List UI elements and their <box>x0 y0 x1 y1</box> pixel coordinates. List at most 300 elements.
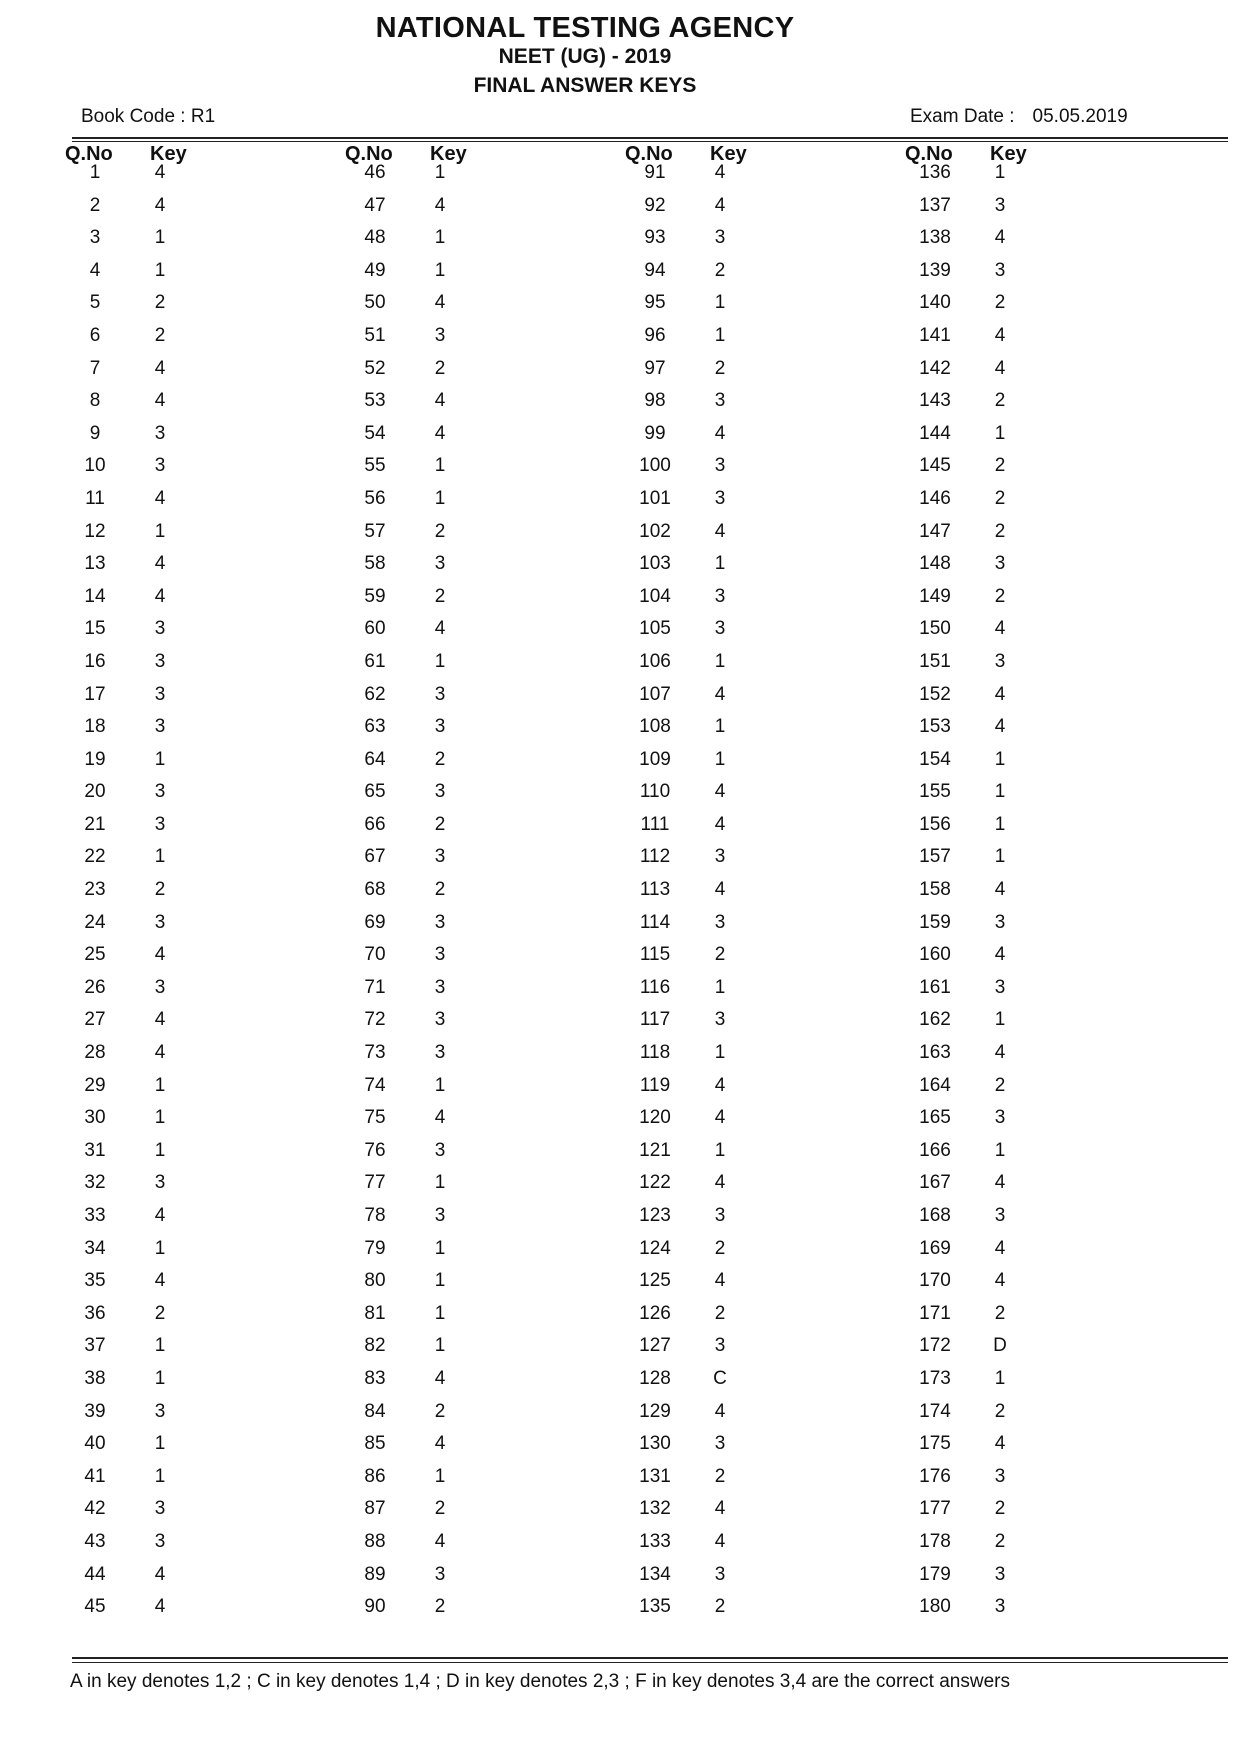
answer-key: 4 <box>994 944 1006 966</box>
answer-key: 2 <box>994 1530 1006 1552</box>
answer-key: 4 <box>714 520 726 542</box>
answer-key: 1 <box>994 781 1006 803</box>
question-number: 159 <box>919 911 951 933</box>
question-number: 2 <box>89 194 101 216</box>
question-number: 127 <box>639 1335 671 1357</box>
question-number: 27 <box>84 1009 106 1031</box>
answer-key: 2 <box>714 1237 726 1259</box>
answer-key: 4 <box>714 813 726 835</box>
answer-key: 1 <box>154 1465 166 1487</box>
question-number: 66 <box>364 813 386 835</box>
question-number: 52 <box>364 357 386 379</box>
answer-key: 4 <box>154 585 166 607</box>
question-number: 152 <box>919 683 951 705</box>
answer-key: 1 <box>434 1237 446 1259</box>
answer-key: 2 <box>994 1498 1006 1520</box>
answer-key: 3 <box>154 781 166 803</box>
answer-key: 4 <box>714 781 726 803</box>
answer-key: 3 <box>714 618 726 640</box>
question-number: 123 <box>639 1205 671 1226</box>
answer-key: 1 <box>154 1335 166 1357</box>
answer-key: 3 <box>154 618 166 640</box>
answer-key: 4 <box>154 1563 166 1585</box>
answer-key: 2 <box>154 292 166 314</box>
question-number: 11 <box>85 487 105 509</box>
question-number: 125 <box>639 1270 671 1292</box>
answer-key: 3 <box>154 1498 166 1520</box>
question-number: 179 <box>919 1563 951 1585</box>
answer-key: 3 <box>434 324 446 346</box>
answer-key: 4 <box>154 390 166 412</box>
question-number: 6 <box>89 324 101 346</box>
key-header: Key <box>710 143 747 165</box>
question-number: 121 <box>639 1139 671 1161</box>
answer-key: 2 <box>994 1074 1006 1096</box>
question-number: 126 <box>639 1302 671 1324</box>
question-number: 74 <box>364 1074 386 1096</box>
answer-key: 2 <box>434 813 446 835</box>
answer-key: 2 <box>714 1596 726 1618</box>
question-number: 92 <box>644 194 666 216</box>
question-number: 146 <box>919 487 951 509</box>
answer-key: D <box>993 1335 1007 1357</box>
question-number: 163 <box>919 1042 951 1064</box>
answer-key: 4 <box>154 944 166 966</box>
answer-key: 4 <box>994 879 1006 901</box>
question-number: 5 <box>89 292 101 314</box>
question-number: 36 <box>84 1302 106 1324</box>
answer-key: 3 <box>714 585 726 607</box>
footer-rule-bottom <box>72 1662 1228 1663</box>
question-number: 100 <box>639 455 671 477</box>
answer-key: 1 <box>994 748 1006 770</box>
answer-key: 2 <box>994 1400 1006 1422</box>
answer-key: C <box>713 1367 727 1389</box>
question-number: 25 <box>84 944 106 966</box>
answer-key: 1 <box>714 1042 726 1064</box>
answer-key: 4 <box>714 1172 726 1194</box>
question-number: 59 <box>364 585 386 607</box>
question-number: 153 <box>919 716 951 738</box>
answer-key: 1 <box>154 1139 166 1161</box>
question-number: 160 <box>919 944 951 966</box>
answer-key: 4 <box>154 1042 166 1064</box>
question-number: 62 <box>364 683 386 705</box>
key-footnote: A in key denotes 1,2 ; C in key denotes 1,4 ; D in key denotes 2,3 ; F in key denotes 3,4 are the correct answers <box>70 1671 1010 1692</box>
book-code: Book Code : R1 <box>81 106 216 127</box>
answer-key: 4 <box>714 194 726 216</box>
answer-key: 2 <box>714 944 726 966</box>
question-number: 81 <box>364 1302 386 1324</box>
answer-key: 3 <box>434 1563 446 1585</box>
key-header: Key <box>990 143 1027 165</box>
answer-key: 4 <box>154 1009 166 1031</box>
answer-key: 1 <box>154 748 166 770</box>
question-number: 76 <box>364 1139 386 1161</box>
answer-key: 4 <box>994 716 1006 738</box>
answer-key: 1 <box>154 1074 166 1096</box>
question-number: 171 <box>919 1302 951 1324</box>
question-number: 107 <box>639 683 671 705</box>
question-number: 151 <box>919 650 951 672</box>
answer-key: 4 <box>714 162 726 183</box>
answer-key: 3 <box>154 1530 166 1552</box>
answer-key: 4 <box>714 1074 726 1096</box>
answer-key: 3 <box>434 1042 446 1064</box>
question-number: 54 <box>364 422 386 444</box>
answer-key: 3 <box>154 1172 166 1194</box>
answer-key: 3 <box>434 553 446 575</box>
answer-key: 3 <box>994 553 1006 575</box>
exam-title: NEET (UG) - 2019 <box>498 45 672 68</box>
answer-key: 1 <box>714 976 726 998</box>
answer-key: 4 <box>154 1596 166 1618</box>
answer-key: 3 <box>154 911 166 933</box>
answer-key: 1 <box>434 162 446 183</box>
question-number: 175 <box>919 1433 951 1455</box>
qno-header: Q.No <box>625 143 673 165</box>
answer-key: 4 <box>434 1107 446 1129</box>
question-number: 122 <box>639 1172 671 1194</box>
exam-date <box>910 106 1128 128</box>
answer-key: 1 <box>434 1465 446 1487</box>
answer-key: 2 <box>434 357 446 379</box>
question-number: 148 <box>919 553 951 575</box>
question-number: 15 <box>84 618 106 640</box>
question-number: 162 <box>919 1009 951 1031</box>
key-header: Key <box>430 143 467 165</box>
answer-key: 4 <box>994 357 1006 379</box>
question-number: 137 <box>919 194 951 216</box>
answer-key: 1 <box>994 1139 1006 1161</box>
question-number: 63 <box>364 716 386 738</box>
answer-key: 4 <box>994 1042 1006 1064</box>
question-number: 138 <box>919 227 951 249</box>
question-number: 67 <box>364 846 386 868</box>
question-number: 22 <box>84 846 106 868</box>
question-number: 73 <box>364 1042 386 1064</box>
question-number: 155 <box>919 781 951 803</box>
question-number: 116 <box>639 976 671 998</box>
answer-key: 3 <box>994 1563 1006 1585</box>
answer-key: 1 <box>154 846 166 868</box>
question-number: 115 <box>639 944 671 966</box>
answer-key: 3 <box>434 846 446 868</box>
answer-key: 2 <box>994 487 1006 509</box>
question-number: 144 <box>919 422 951 444</box>
question-number: 23 <box>84 879 106 901</box>
question-number: 1 <box>89 162 101 183</box>
exam-date-label: Exam Date : <box>910 106 1015 127</box>
question-number: 133 <box>639 1530 671 1552</box>
answer-key: 3 <box>714 846 726 868</box>
answer-key: 4 <box>154 194 166 216</box>
question-number: 87 <box>364 1498 386 1520</box>
question-number: 112 <box>639 846 671 868</box>
answer-key: 4 <box>434 194 446 216</box>
answer-key: 3 <box>994 911 1006 933</box>
question-number: 96 <box>644 324 666 346</box>
question-number: 49 <box>364 259 386 281</box>
answer-key: 1 <box>714 324 726 346</box>
answer-key: 2 <box>714 1465 726 1487</box>
question-number: 82 <box>364 1335 386 1357</box>
question-number: 120 <box>639 1107 671 1129</box>
question-number: 7 <box>89 357 101 379</box>
answer-key: 4 <box>994 324 1006 346</box>
question-number: 156 <box>919 813 951 835</box>
answer-key: 3 <box>714 487 726 509</box>
answer-key: 4 <box>434 422 446 444</box>
answer-key: 4 <box>434 1367 446 1389</box>
answer-key: 3 <box>994 650 1006 672</box>
answer-key: 1 <box>154 520 166 542</box>
answer-key: 2 <box>434 585 446 607</box>
question-number: 178 <box>919 1530 951 1552</box>
answer-key: 2 <box>434 879 446 901</box>
answer-key: 1 <box>714 553 726 575</box>
answer-key: 2 <box>994 1302 1006 1324</box>
answer-key: 3 <box>434 911 446 933</box>
question-number: 56 <box>364 487 386 509</box>
question-number: 10 <box>84 455 106 477</box>
question-number: 31 <box>84 1139 106 1161</box>
answer-key: 2 <box>714 1302 726 1324</box>
answer-key: 4 <box>714 1530 726 1552</box>
answer-key: 2 <box>994 585 1006 607</box>
question-number: 172 <box>919 1335 951 1357</box>
answer-key: 4 <box>154 1270 166 1292</box>
question-number: 173 <box>919 1367 951 1389</box>
question-number: 3 <box>89 227 101 249</box>
answer-key: 1 <box>714 1139 726 1161</box>
question-number: 4 <box>89 259 101 281</box>
answer-key: 4 <box>994 1270 1006 1292</box>
answer-key: 3 <box>434 683 446 705</box>
answer-key: 4 <box>994 1433 1006 1455</box>
question-number: 51 <box>364 324 386 346</box>
answer-key: 4 <box>994 683 1006 705</box>
question-number: 17 <box>84 683 106 705</box>
question-number: 53 <box>364 390 386 412</box>
question-number: 69 <box>364 911 386 933</box>
question-number: 88 <box>364 1530 386 1552</box>
question-number: 158 <box>919 879 951 901</box>
question-number: 180 <box>919 1596 951 1618</box>
answer-key: 3 <box>714 1009 726 1031</box>
question-number: 177 <box>919 1498 951 1520</box>
question-number: 20 <box>84 781 106 803</box>
question-number: 134 <box>639 1563 671 1585</box>
answer-key: 4 <box>994 227 1006 249</box>
answer-key: 1 <box>434 1302 446 1324</box>
question-number: 103 <box>639 553 671 575</box>
question-number: 16 <box>84 650 106 672</box>
answer-key: 4 <box>154 553 166 575</box>
question-number: 18 <box>84 716 106 738</box>
question-number: 90 <box>364 1596 386 1618</box>
question-number: 24 <box>84 911 106 933</box>
question-number: 169 <box>919 1237 951 1259</box>
question-number: 124 <box>639 1237 671 1259</box>
question-number: 157 <box>919 846 951 868</box>
question-number: 47 <box>364 194 386 216</box>
question-number: 147 <box>919 520 951 542</box>
answer-key: 2 <box>994 520 1006 542</box>
question-number: 101 <box>639 487 671 509</box>
answer-key: 1 <box>154 259 166 281</box>
question-number: 109 <box>639 748 671 770</box>
question-number: 86 <box>364 1465 386 1487</box>
answer-key: 4 <box>714 683 726 705</box>
question-number: 39 <box>84 1400 106 1422</box>
question-number: 132 <box>639 1498 671 1520</box>
answer-key: 3 <box>714 911 726 933</box>
answer-key: 1 <box>154 1107 166 1129</box>
answer-key: 4 <box>154 487 166 509</box>
answer-key: 1 <box>154 1367 166 1389</box>
question-number: 111 <box>640 813 670 835</box>
question-number: 161 <box>919 976 951 998</box>
question-number: 79 <box>364 1237 386 1259</box>
question-number: 64 <box>364 748 386 770</box>
question-number: 176 <box>919 1465 951 1487</box>
question-number: 117 <box>639 1009 671 1031</box>
question-number: 84 <box>364 1400 386 1422</box>
answer-key: 1 <box>714 650 726 672</box>
question-number: 50 <box>364 292 386 314</box>
question-number: 48 <box>364 227 386 249</box>
question-number: 14 <box>84 585 106 607</box>
footer-rule-top <box>72 1657 1228 1659</box>
question-number: 33 <box>84 1205 106 1226</box>
document-subtitle: FINAL ANSWER KEYS <box>473 74 697 97</box>
question-number: 93 <box>644 227 666 249</box>
question-number: 44 <box>84 1563 106 1585</box>
question-number: 72 <box>364 1009 386 1031</box>
answer-key: 3 <box>714 455 726 477</box>
question-number: 13 <box>84 553 106 575</box>
answer-key: 1 <box>434 650 446 672</box>
question-number: 43 <box>84 1530 106 1552</box>
answer-key: 3 <box>994 1107 1006 1129</box>
question-number: 35 <box>84 1270 106 1292</box>
qno-header: Q.No <box>65 143 113 165</box>
question-number: 28 <box>84 1042 106 1064</box>
answer-key: 2 <box>434 1400 446 1422</box>
answer-key: 3 <box>154 455 166 477</box>
answer-key: 2 <box>434 748 446 770</box>
answer-key: 1 <box>994 162 1006 183</box>
answer-key: 1 <box>154 1433 166 1455</box>
answer-key: 3 <box>994 259 1006 281</box>
question-number: 68 <box>364 879 386 901</box>
exam-date-value: 05.05.2019 <box>1032 106 1128 127</box>
question-number: 150 <box>919 618 951 640</box>
answer-key: 3 <box>994 1596 1006 1618</box>
answer-key: 3 <box>714 390 726 412</box>
answer-key: 2 <box>994 455 1006 477</box>
answer-key: 3 <box>434 1139 446 1161</box>
question-number: 104 <box>639 585 671 607</box>
answer-key: 4 <box>434 390 446 412</box>
question-number: 118 <box>639 1042 671 1064</box>
question-number: 97 <box>644 357 666 379</box>
answer-key: 4 <box>994 1237 1006 1259</box>
question-number: 149 <box>919 585 951 607</box>
question-number: 108 <box>639 716 671 738</box>
answer-key: 3 <box>994 194 1006 216</box>
answer-key: 1 <box>434 487 446 509</box>
question-number: 128 <box>639 1367 671 1389</box>
question-number: 170 <box>919 1270 951 1292</box>
answer-key: 1 <box>434 227 446 249</box>
question-number: 131 <box>639 1465 671 1487</box>
answer-key: 2 <box>714 259 726 281</box>
answer-key: 3 <box>154 716 166 738</box>
answer-key: 3 <box>714 1205 726 1226</box>
question-number: 119 <box>639 1074 671 1096</box>
answer-key: 4 <box>154 1205 166 1226</box>
answer-key: 3 <box>434 1009 446 1031</box>
answer-key: 3 <box>154 422 166 444</box>
answer-key: 3 <box>434 716 446 738</box>
question-number: 85 <box>364 1433 386 1455</box>
question-number: 77 <box>364 1172 386 1194</box>
question-number: 71 <box>364 976 386 998</box>
question-number: 142 <box>919 357 951 379</box>
answer-key: 1 <box>434 1270 446 1292</box>
question-number: 61 <box>364 650 386 672</box>
question-number: 154 <box>919 748 951 770</box>
question-number: 65 <box>364 781 386 803</box>
qno-header: Q.No <box>905 143 953 165</box>
question-number: 141 <box>919 324 951 346</box>
question-number: 46 <box>364 162 386 183</box>
answer-key: 1 <box>714 292 726 314</box>
question-number: 174 <box>919 1400 951 1422</box>
question-number: 145 <box>919 455 951 477</box>
answer-key: 3 <box>434 1205 446 1226</box>
question-number: 98 <box>644 390 666 412</box>
question-number: 78 <box>364 1205 386 1226</box>
question-number: 58 <box>364 553 386 575</box>
question-number: 45 <box>84 1596 106 1618</box>
answer-key: 1 <box>154 227 166 249</box>
answer-key: 1 <box>434 1172 446 1194</box>
answer-key: 4 <box>434 292 446 314</box>
question-number: 166 <box>919 1139 951 1161</box>
answer-key: 4 <box>994 618 1006 640</box>
question-number: 91 <box>644 162 666 183</box>
question-number: 135 <box>639 1596 671 1618</box>
question-number: 37 <box>84 1335 106 1357</box>
header-rule-top <box>72 137 1228 139</box>
answer-key: 1 <box>434 1335 446 1357</box>
question-number: 130 <box>639 1433 671 1455</box>
answer-key: 3 <box>994 1205 1006 1226</box>
answer-key: 2 <box>994 390 1006 412</box>
question-number: 89 <box>364 1563 386 1585</box>
answer-key: 2 <box>154 879 166 901</box>
answer-key: 4 <box>714 1400 726 1422</box>
answer-key: 3 <box>434 781 446 803</box>
answer-key: 3 <box>714 1433 726 1455</box>
question-number: 60 <box>364 618 386 640</box>
question-number: 139 <box>919 259 951 281</box>
question-number: 70 <box>364 944 386 966</box>
question-number: 94 <box>644 259 666 281</box>
